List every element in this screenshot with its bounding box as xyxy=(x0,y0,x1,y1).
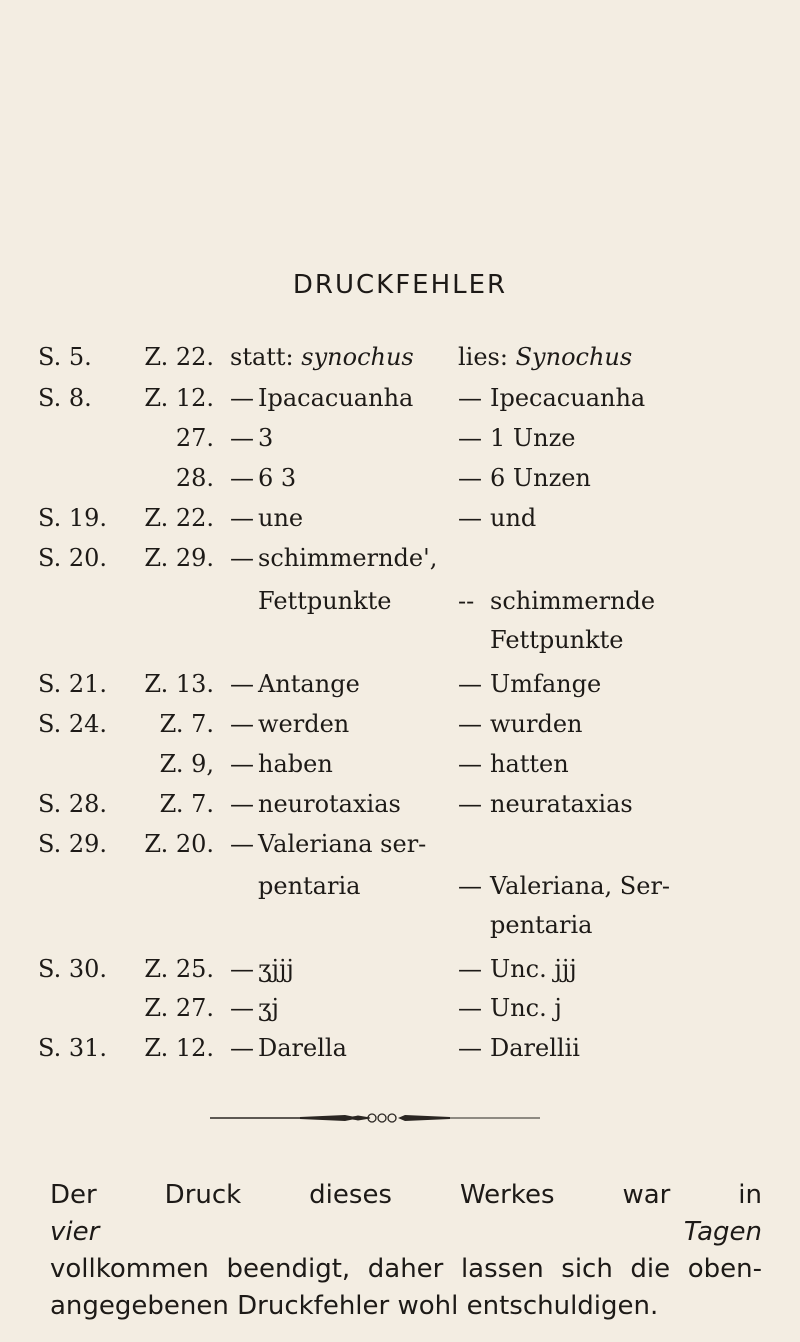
line-ref: Z. 25. xyxy=(144,955,214,983)
correct-text: 1 Unze xyxy=(490,424,576,452)
dash-correct: — xyxy=(458,872,482,900)
dash-correct: — xyxy=(458,955,482,983)
page-ref: S. 29. xyxy=(38,830,108,858)
page-ref: S. 21. xyxy=(38,670,108,698)
dash-correct: — xyxy=(458,670,482,698)
errata-row xyxy=(0,949,800,989)
dash-correct: — xyxy=(458,504,482,532)
dash-correct: — xyxy=(458,1034,482,1062)
wrong-text: Darella xyxy=(258,1034,347,1062)
dash-wrong: — xyxy=(230,1034,254,1062)
page-ref: S. 31. xyxy=(38,1034,108,1062)
wrong-text: schimmernde', xyxy=(258,544,438,572)
line-ref: Z. 13. xyxy=(144,670,214,698)
errata-row xyxy=(0,664,800,704)
page-ref: S. 28. xyxy=(38,790,108,818)
dash-wrong: — xyxy=(230,464,254,492)
closing-note-line-2: vollkommen beendigt, daher lassen sich die oben- xyxy=(50,1254,762,1284)
wrong-text: synochus xyxy=(301,343,414,371)
correct-text: wurden xyxy=(490,710,583,738)
closing-note-line-3: angegebenen Druckfehler wohl entschuldigen. xyxy=(50,1291,659,1321)
dash-wrong: — xyxy=(230,710,254,738)
wrong-text: 3 xyxy=(258,424,274,452)
dash-wrong: — xyxy=(230,994,254,1022)
closing-note xyxy=(50,1177,762,1325)
dash-wrong: — xyxy=(230,504,254,532)
line-ref: 27. xyxy=(175,424,214,452)
dash-wrong: — xyxy=(230,830,254,858)
correct-text: Darellii xyxy=(490,1034,580,1062)
page-title: DRUCKFEHLER xyxy=(292,270,508,300)
line-ref: Z. 20. xyxy=(144,830,214,858)
dash-wrong: — xyxy=(230,544,254,572)
closing-note-line-1: Der Druck dieses Werkes war in vier Tagen xyxy=(50,1180,762,1247)
correct-text: hatten xyxy=(490,750,569,778)
errata-row-header xyxy=(0,337,800,377)
correct-text: und xyxy=(490,504,537,532)
wrong-text: Fettpunkte xyxy=(258,587,392,615)
correct-text: 6 Unzen xyxy=(490,464,591,492)
wrong-text: pentaria xyxy=(258,872,361,900)
line-ref: Z. 22. xyxy=(144,504,214,532)
page-ref: S. 19. xyxy=(38,504,108,532)
errata-row xyxy=(0,744,800,784)
dash-correct: — xyxy=(458,750,482,778)
line-ref: Z. 29. xyxy=(144,544,214,572)
line-ref: Z. 7. xyxy=(159,790,214,818)
wrong-text: 6 3 xyxy=(258,464,297,492)
dash-wrong: — xyxy=(230,424,254,452)
wrong-text: Ipacacuanha xyxy=(258,384,414,412)
correct-text: neurataxias xyxy=(490,790,633,818)
statt-label: statt: xyxy=(230,343,294,371)
line-ref: Z. 12. xyxy=(144,1034,214,1062)
correct-text: Ipecacuanha xyxy=(490,384,646,412)
dash-correct: — xyxy=(458,384,482,412)
page-ref: S. 8. xyxy=(38,384,92,412)
dash-wrong: — xyxy=(230,955,254,983)
lies-label: lies: xyxy=(458,343,508,371)
wrong-text: werden xyxy=(258,710,350,738)
errata-row xyxy=(0,581,800,621)
correct-reading xyxy=(458,337,632,377)
ornamental-rule xyxy=(210,1112,540,1124)
errata-row xyxy=(0,866,800,906)
line-ref: Z. 9, xyxy=(159,750,214,778)
emphasis-four-days: vier Tagen xyxy=(50,1217,762,1247)
line-ref: Z. 12. xyxy=(144,384,214,412)
errata-row xyxy=(0,905,800,945)
wrong-text: ʒj xyxy=(258,994,279,1022)
line-ref: Z. 22. xyxy=(144,343,214,371)
wrong-text: Valeriana ser- xyxy=(258,830,427,858)
dash-wrong: — xyxy=(230,750,254,778)
errata-row xyxy=(0,538,800,578)
errata-row xyxy=(0,620,800,660)
errata-row xyxy=(0,378,800,418)
errata-row xyxy=(0,824,800,864)
dash-wrong: — xyxy=(230,384,254,412)
wrong-text: neurotaxias xyxy=(258,790,401,818)
dash-wrong: — xyxy=(230,790,254,818)
errata-row xyxy=(0,418,800,458)
wrong-text: une xyxy=(258,504,304,532)
errata-row xyxy=(0,988,800,1028)
dash-correct: — xyxy=(458,710,482,738)
correct-text: Synochus xyxy=(515,343,633,371)
page-ref: S. 30. xyxy=(38,955,108,983)
dash-correct: — xyxy=(458,424,482,452)
errata-row xyxy=(0,1028,800,1068)
correct-text: Unc. j xyxy=(490,994,562,1022)
dash-correct: — xyxy=(458,994,482,1022)
errata-row xyxy=(0,784,800,824)
wrong-text: Antange xyxy=(258,670,360,698)
correct-text: Valeriana, Ser- xyxy=(490,872,671,900)
line-ref: Z. 27. xyxy=(144,994,214,1022)
line-ref: Z. 7. xyxy=(159,710,214,738)
errata-row xyxy=(0,704,800,744)
page-ref: S. 5. xyxy=(38,343,92,371)
page-ref: S. 24. xyxy=(38,710,108,738)
correct-text: Fettpunkte xyxy=(490,626,624,654)
wrong-text: haben xyxy=(258,750,333,778)
dash-correct: -- xyxy=(458,587,475,615)
page-ref: S. 20. xyxy=(38,544,108,572)
correct-text: Unc. jjj xyxy=(490,955,577,983)
dash-correct: — xyxy=(458,790,482,818)
errata-row xyxy=(0,498,800,538)
correct-text: schimmernde xyxy=(490,587,656,615)
correct-text: Umfange xyxy=(490,670,602,698)
wrong-text: ʒjjj xyxy=(258,955,294,983)
wrong-reading xyxy=(230,337,414,377)
errata-row xyxy=(0,458,800,498)
dash-correct: — xyxy=(458,464,482,492)
correct-text: pentaria xyxy=(490,911,593,939)
dash-wrong: — xyxy=(230,670,254,698)
line-ref: 28. xyxy=(175,464,214,492)
